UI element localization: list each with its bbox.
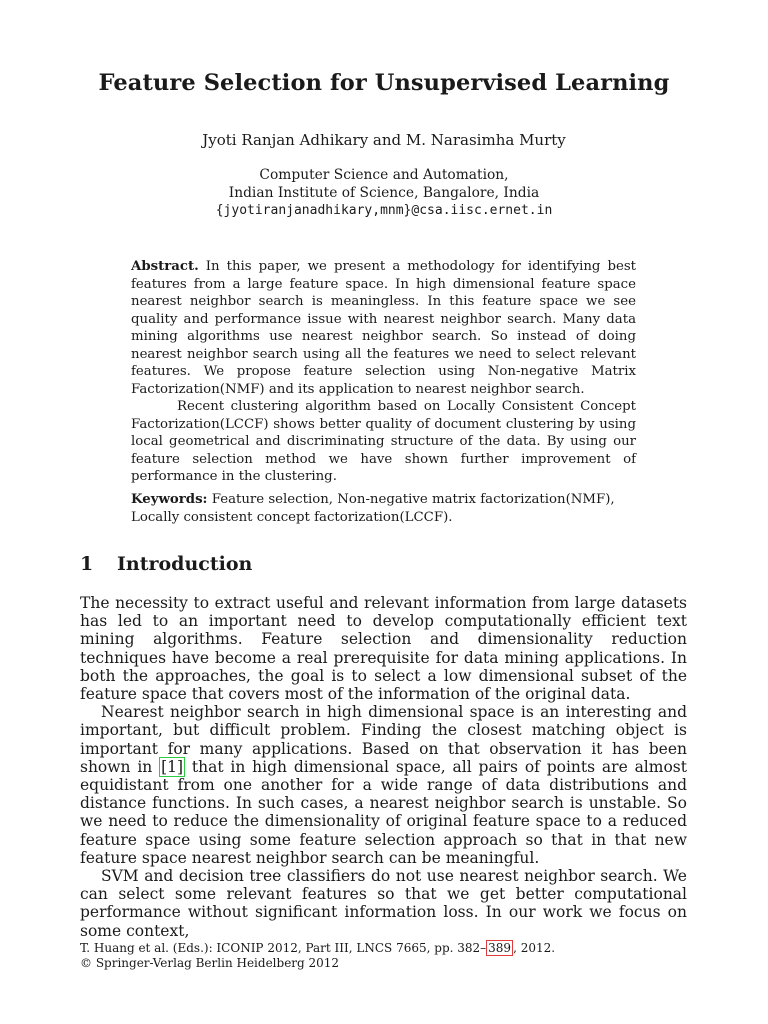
keywords-label: Keywords: bbox=[131, 492, 208, 507]
footer bbox=[80, 941, 555, 971]
body-para-2 bbox=[80, 703, 687, 867]
keywords-text: Feature selection, Non-negative matrix factorization(NMF), Locally consistent concept factorization(LCCF). bbox=[131, 492, 615, 525]
body-para-2-text-a: Nearest neighbor search in high dimensional space is an interesting and important, but difficult problem. Finding the closest matching object is important for many applications. Based on that observation it has been shown in bbox=[80, 703, 687, 776]
authors: Jyoti Ranjan Adhikary and M. Narasimha Murty bbox=[202, 131, 566, 149]
section-heading bbox=[80, 553, 252, 575]
footer-citation-text-a: T. Huang et al. (Eds.): ICONIP 2012, Part III, LNCS 7665, pp. 382– bbox=[80, 941, 487, 955]
body-para-1: The necessity to extract useful and relevant information from large datasets has led to an important need to develop computationally efficient text mining algorithms. Feature selection and dimensionality reduction techniques have become a real prerequisite for data mining applications. In both the approaches, the goal is to select a low dimensional subset of the feature space that covers most of the information of the original data. bbox=[80, 594, 687, 704]
body-para-3: SVM and decision tree classifiers do not use nearest neighbor search. We can select some relevant features so that we get better computational performance without significant information loss. In our work we focus on some context, bbox=[80, 867, 687, 940]
footer-citation-text-b: , 2012. bbox=[513, 941, 556, 955]
affiliation-department: Computer Science and Automation, bbox=[259, 167, 509, 183]
email: {jyotiranjanadhikary,mnm}@csa.iisc.ernet.in bbox=[215, 203, 553, 218]
section-number: 1 bbox=[80, 553, 94, 575]
body-para-2-text-b: that in high dimensional space, all pairs of points are almost equidistant from one another for a wide range of data distributions and distance functions. In such cases, a nearest neighbor search is unstable. So we need to reduce the dimensionality of original feature space to a reduced feature space using some feature selection approach so that in that new feature space nearest neighbor search can be meaningful. bbox=[80, 757, 687, 867]
body-text bbox=[80, 594, 687, 940]
section-title: Introduction bbox=[117, 553, 253, 575]
keywords bbox=[131, 491, 636, 526]
paper-title: Feature Selection for Unsupervised Learning bbox=[98, 70, 670, 96]
abstract-para-1: In this paper, we present a methodology for identifying best features from a large feature space. In high dimensional feature space nearest neighbor search is meaningless. In this feature space we see quality and performance issue with nearest neighbor search. Many data mining algorithms use nearest neighbor search. So instead of doing nearest neighbor search using all the features we need to select relevant features. We propose feature selection using Non-negative Matrix Factorization(NMF) and its application to nearest neighbor search. bbox=[131, 259, 636, 397]
citation-link[interactable]: [1] bbox=[161, 757, 184, 776]
affiliation-institute: Indian Institute of Science, Bangalore, India bbox=[228, 185, 540, 201]
affiliation bbox=[0, 166, 768, 220]
abstract bbox=[131, 258, 636, 486]
abstract-label: Abstract. bbox=[131, 259, 199, 274]
footer-citation bbox=[80, 941, 555, 956]
page-link[interactable]: 389 bbox=[488, 941, 512, 955]
abstract-para-2: Recent clustering algorithm based on Locally Consistent Concept Factorization(LCCF) shows better quality of document clustering by using local geometrical and discriminating structure of the data. By using our feature selection method we have shown further improvement of performance in the clustering. bbox=[131, 399, 636, 484]
footer-copyright: © Springer-Verlag Berlin Heidelberg 2012 bbox=[80, 956, 340, 970]
